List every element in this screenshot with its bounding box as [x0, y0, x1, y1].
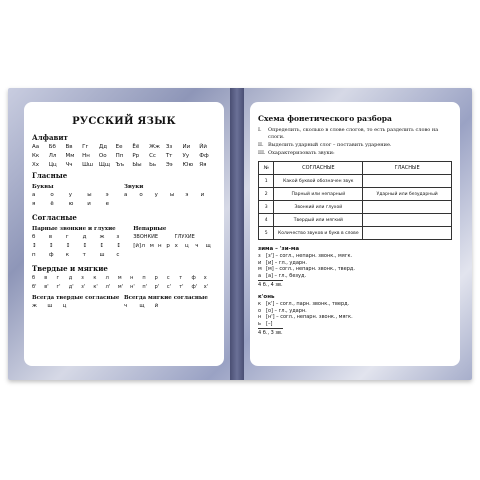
letter-cell: с' — [166, 284, 172, 290]
letter-cell: г' — [56, 284, 61, 290]
letter-cell: с — [116, 252, 120, 258]
table-cell-vowel — [363, 175, 452, 188]
book-binding — [230, 88, 244, 380]
letter-cell: Гг — [82, 144, 89, 150]
letter-cell: х — [174, 243, 178, 249]
letter-cell: н — [130, 275, 134, 281]
alphabet-grid — [32, 144, 216, 168]
letter-cell: д' — [68, 284, 74, 290]
table-body — [259, 175, 452, 240]
letter-cell: Ёё — [132, 144, 140, 150]
always-hard-label: Всегда твердые согласные — [32, 295, 120, 301]
table-row — [259, 188, 452, 201]
letter-cell: Оо — [98, 153, 107, 159]
voiced-label: ЗВОНКИЕ — [133, 234, 158, 240]
vowels-heading: Гласные — [32, 171, 68, 180]
unpaired-columns — [133, 243, 216, 252]
example-letter: а — [258, 272, 262, 279]
letter-cell: Зз — [165, 144, 173, 150]
letter-cell: щ — [139, 303, 145, 309]
step-text: Определить, сколько в слове слогов, то есть разделить слово на слоги. — [268, 127, 439, 140]
vowel-sounds — [124, 192, 216, 198]
letter-cell: Фф — [199, 153, 209, 159]
letter-cell: ч — [195, 243, 199, 249]
letter-cell: з' — [81, 284, 86, 290]
letter-cell: л — [141, 243, 145, 249]
example-letter: и — [258, 259, 262, 266]
table-cell-n: 4 — [259, 214, 274, 227]
letter-cell: ↕ — [48, 243, 54, 249]
letter-cell: Яя — [199, 162, 207, 168]
letter-cell: г — [56, 275, 60, 281]
letter-cell: ш — [99, 252, 105, 258]
table-cell-vowel — [363, 201, 452, 214]
letter-cell: о — [50, 192, 54, 198]
example-total: 4 б., 4 зв. — [258, 282, 283, 288]
example-sound: [и] – гл., ударн. — [266, 259, 307, 266]
consonants-heading: Согласные — [32, 213, 77, 222]
example-sound: [м] – согл., непарн. звонк., тверд. — [266, 266, 355, 272]
letter-cell: н' — [130, 284, 135, 290]
letter-cell: х — [203, 275, 207, 281]
step-item — [258, 127, 452, 141]
letter-cell: Рр — [132, 153, 140, 159]
letter-cell: ж — [99, 234, 105, 240]
always-soft-label: Всегда мягкие согласные — [124, 295, 208, 301]
hard-soft-heading: Твердые и мягкие — [32, 264, 108, 273]
consonants-section — [32, 224, 216, 261]
letter-cell: л — [105, 275, 109, 281]
letter-cell: ц — [184, 243, 189, 249]
letter-cell: х' — [203, 284, 209, 290]
letter-cell: т' — [179, 284, 184, 290]
letter-cell: ы — [87, 192, 92, 198]
letter-cell: ф — [48, 252, 54, 258]
letter-cell: щ — [205, 243, 211, 249]
letter-cell: Бб — [48, 144, 56, 150]
table-cell-vowel — [363, 214, 452, 227]
letter-cell: у — [154, 192, 158, 198]
always-hard — [32, 303, 78, 309]
step-text: Выделить ударный слог – поставить ударение. — [268, 142, 392, 148]
letter-cell: Уу — [182, 153, 190, 159]
unpaired-label: Непарные — [133, 226, 167, 232]
letter-cell: ↕ — [82, 243, 88, 249]
example-word: зима – 'зи-ма — [258, 246, 300, 252]
letter-cell: р — [154, 275, 158, 281]
unpaired-labels — [133, 234, 216, 240]
letter-cell: ф' — [191, 284, 198, 290]
letter-cell: к' — [93, 284, 98, 290]
letter-cell: ш — [47, 303, 53, 309]
letter-cell: Юю — [182, 162, 194, 168]
letter-cell: у — [68, 192, 73, 198]
letter-cell: с — [166, 275, 170, 281]
example-word: к'онь — [258, 294, 275, 300]
letter-cell: в' — [44, 284, 49, 290]
step-number: III. — [258, 150, 266, 156]
letter-cell: б — [32, 234, 36, 240]
letter-cell: Ъъ — [115, 162, 125, 168]
letter-cell: Щщ — [98, 162, 111, 168]
table-cell-consonant: Твердый или мягкий — [274, 214, 363, 227]
letter-cell: Ээ — [165, 162, 173, 168]
letter-cell: ч — [124, 303, 128, 309]
example-sound: [н'] – согл., непарн. звонк., мягк. — [266, 314, 353, 320]
letter-cell: в — [48, 234, 53, 240]
letter-cell: к — [93, 275, 97, 281]
letter-cell: ё — [50, 201, 54, 207]
example-letter: ь — [258, 320, 261, 327]
letter-cell: Кк — [32, 153, 40, 159]
letter-cell: л' — [105, 284, 111, 290]
letter-cell: м — [149, 243, 154, 249]
letter-cell: н — [158, 243, 162, 249]
letter-cell: ↕ — [65, 243, 71, 249]
letter-cell: е — [105, 201, 109, 207]
table-cell-consonant: Какой буквой обозначен звук — [274, 175, 363, 188]
letter-cell: а — [32, 192, 36, 198]
letter-cell: Вв — [65, 144, 73, 150]
example-sound: [а] – гл., безуд. — [266, 272, 307, 279]
example-letter: з — [258, 253, 261, 259]
scheme-title: Схема фонетического разбора — [258, 114, 392, 123]
example-kon — [258, 294, 452, 336]
letter-cell: ↕ — [99, 243, 105, 249]
table-row — [259, 201, 452, 214]
letter-cell: и — [200, 192, 205, 198]
example-lines — [258, 301, 452, 327]
scheme-table — [258, 161, 452, 240]
right-page — [250, 102, 460, 366]
always-section — [32, 293, 216, 312]
step-number: II. — [258, 142, 264, 148]
always-soft — [124, 303, 170, 309]
soft-row — [32, 284, 216, 290]
example-letter: н — [258, 314, 262, 320]
example-letter: о — [258, 307, 262, 314]
letter-cell: ц — [62, 303, 67, 309]
table-cell-consonant: Парный или непарный — [274, 188, 363, 201]
letter-cell: г — [65, 234, 69, 240]
table-row — [259, 227, 452, 240]
table-cell-n: 3 — [259, 201, 274, 214]
example-lines — [258, 253, 452, 279]
step-text: Охарактеризовать звуки: — [268, 150, 335, 156]
letter-cell: Ыы — [132, 162, 142, 168]
voiceless-label: ГЛУХИЕ — [174, 234, 195, 240]
table-cell-vowel — [363, 227, 452, 240]
voiceless-unpaired — [175, 243, 216, 249]
example-line — [258, 321, 452, 328]
letter-cell: р — [166, 243, 170, 249]
letter-cell: б — [32, 275, 36, 281]
col-vowels: ГЛАСНЫЕ — [363, 162, 452, 175]
letter-cell: к — [65, 252, 70, 258]
letter-cell: Ее — [115, 144, 123, 150]
letter-cell: ↕ — [116, 243, 121, 249]
example-sound: [–] — [266, 320, 273, 327]
letter-cell: а — [124, 192, 128, 198]
vowel-letters — [32, 192, 124, 207]
alphabet-heading: Алфавит — [32, 133, 68, 142]
letter-cell: д — [68, 275, 73, 281]
voiceless-paired — [32, 252, 133, 258]
letter-cell: Лл — [48, 153, 57, 159]
table-cell-n: 1 — [259, 175, 274, 188]
example-letter: к — [258, 301, 262, 307]
letter-cell: ы — [169, 192, 175, 198]
letter-cell: Мм — [65, 153, 75, 159]
sounds-label: Звуки — [124, 184, 144, 190]
letter-cell: з — [116, 234, 120, 240]
left-page — [24, 102, 224, 366]
page-title: РУССКИЙ ЯЗЫК — [72, 116, 176, 127]
hard-row — [32, 275, 216, 281]
letter-cell: Чч — [65, 162, 73, 168]
letter-cell: Сс — [149, 153, 156, 159]
letter-cell: о — [139, 192, 143, 198]
letter-cell: ↕ — [32, 243, 37, 249]
letter-cell: Цц — [48, 162, 57, 168]
table-header-row — [259, 162, 452, 175]
voiced-paired — [32, 234, 133, 240]
letter-cell: Нн — [82, 153, 90, 159]
letter-cell: м — [117, 275, 122, 281]
letter-cell: п — [32, 252, 36, 258]
letter-cell: Шш — [82, 162, 94, 168]
letter-cell: Ьь — [149, 162, 157, 168]
example-line — [258, 273, 452, 280]
table-cell-consonant: Звонкий или глухой — [274, 201, 363, 214]
table-cell-consonant: Количество звуков и букв в слове — [274, 227, 363, 240]
example-sound: [к'] – согл., парн. звонк., тверд. — [266, 301, 350, 307]
letter-cell: д — [82, 234, 87, 240]
letter-cell: п — [142, 275, 146, 281]
pair-arrows — [32, 243, 133, 249]
table-cell-n: 5 — [259, 227, 274, 240]
letter-cell: Ии — [182, 144, 191, 150]
letter-cell: р' — [154, 284, 160, 290]
letter-cell: ж — [32, 303, 37, 309]
letter-cell: т — [82, 252, 86, 258]
vowels-section — [32, 182, 216, 210]
paired-label: Парные звонкие и глухие — [32, 226, 116, 232]
letter-cell: т — [179, 275, 183, 281]
letter-cell: и — [87, 201, 91, 207]
letter-cell: Тт — [165, 153, 173, 159]
table-cell-vowel: Ударный или безударный — [363, 188, 452, 201]
letter-cell: ф — [191, 275, 196, 281]
letter-cell: э — [105, 192, 109, 198]
steps-list — [258, 127, 452, 157]
letter-cell: м' — [117, 284, 124, 290]
letter-cell: Йй — [199, 144, 207, 150]
letters-label: Буквы — [32, 184, 54, 190]
step-number: I. — [258, 127, 262, 133]
letter-cell: Дд — [98, 144, 108, 150]
letter-cell: я — [32, 201, 36, 207]
step-item — [258, 142, 452, 149]
letter-cell: Аа — [32, 144, 40, 150]
example-zima — [258, 246, 452, 288]
step-item — [258, 150, 452, 157]
example-sound: [з'] – согл., непарн. звонк., мягк. — [266, 253, 353, 259]
letter-cell: з — [81, 275, 84, 281]
letter-cell: [й] — [133, 243, 142, 249]
table-row — [259, 175, 452, 188]
letter-cell: ю — [68, 201, 74, 207]
table-cell-n: 2 — [259, 188, 274, 201]
letter-cell: п' — [142, 284, 148, 290]
letter-cell: э — [185, 192, 189, 198]
letter-cell: б' — [32, 284, 37, 290]
letter-cell: Хх — [32, 162, 40, 168]
letter-cell: Пп — [115, 153, 124, 159]
example-total: 4 б., 3 зв. — [258, 330, 283, 336]
col-num: № — [259, 162, 274, 175]
letter-cell: Жж — [149, 144, 160, 150]
col-consonants: СОГЛАСНЫЕ — [274, 162, 363, 175]
letter-cell: в — [44, 275, 48, 281]
voiced-unpaired — [133, 243, 174, 249]
example-sound: [о] – гл., ударн. — [266, 307, 307, 314]
letter-cell: й — [154, 303, 159, 309]
example-letter: м — [258, 266, 262, 272]
table-row — [259, 214, 452, 227]
